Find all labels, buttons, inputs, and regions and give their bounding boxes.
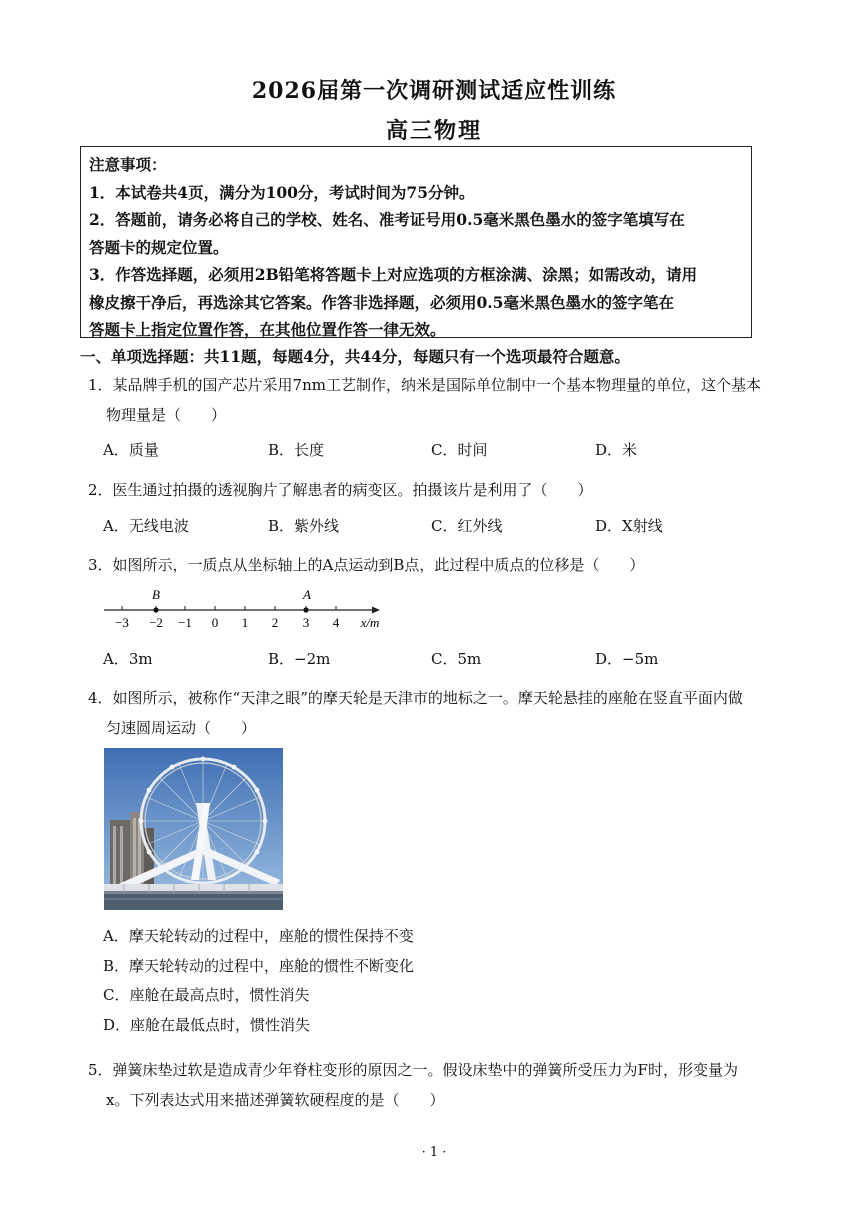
question-2: [88, 475, 798, 505]
option-a: A．摩天轮转动的过程中，座舱的惯性保持不变: [103, 927, 414, 945]
question-text: x。下列表达式用来描述弹簧软硬程度的是（ ）: [106, 1091, 445, 1109]
tick-label: −2: [149, 615, 163, 630]
option-b: B．摩天轮转动的过程中，座舱的惯性不断变化: [103, 956, 415, 975]
question-text: 2．医生通过拍摄的透视胸片了解患者的病变区。拍摄该片是利用了（ ）: [88, 481, 593, 499]
notice-line: 答题卡上指定位置作答，在其他位置作答一律无效。: [89, 320, 446, 339]
ferris-wheel-photo: [104, 748, 283, 910]
section-title: 一、单项选择题：共11题，每题4分，共44分，每题只有一个选项最符合题意。: [80, 347, 630, 366]
option-b: B．紫外线: [268, 517, 340, 535]
tick-label: 4: [332, 615, 340, 630]
question-text: 物理量是（ ）: [106, 406, 227, 424]
question-text: 4．如图所示，被称作“天津之眼”的摩天轮是天津市的地标之一。摩天轮悬挂的座舱在竖直平面内做: [88, 689, 743, 707]
question-5: [88, 1055, 798, 1115]
question-4: [88, 683, 798, 743]
notice-line: 答题卡的规定位置。: [89, 237, 229, 257]
question-text: 1．某品牌手机的国产芯片采用7nm工艺制作，纳米是国际单位制中一个基本物理量的单位，这个基本: [88, 376, 761, 394]
point-b-dot: [153, 607, 158, 612]
notice-line: 3．作答选择题，必须用2B铅笔将答题卡上对应选项的方框涂满、涂黑；如需改动，请用: [89, 265, 698, 284]
notice-heading: 注意事项：: [89, 155, 167, 174]
point-a-dot: [303, 607, 308, 612]
tick-label: −3: [115, 615, 129, 630]
option-c: C．时间: [431, 441, 488, 459]
option-a: A．无线电波: [103, 517, 189, 535]
question-text: 5．弹簧床垫过软是造成青少年脊柱变形的原因之一。假设床垫中的弹簧所受压力为F时，形变量为: [88, 1061, 738, 1079]
option-d: D．座舱在最低点时，惯性消失: [103, 1015, 311, 1034]
point-a-label: A: [303, 587, 311, 602]
question-text: 匀速圆周运动（ ）: [106, 719, 257, 737]
option-c: C．座舱在最高点时，惯性消失: [103, 986, 310, 1004]
option-a: A．3m: [103, 650, 153, 668]
option-c: C．5m: [431, 650, 482, 668]
option-d: D．米: [595, 441, 638, 459]
exam-subject: 高三物理: [385, 118, 482, 144]
axis-arrow-icon: [372, 607, 380, 614]
notice-line: 橡皮擦干净后，再选涂其它答案。作答非选择题，必须用0.5毫米黑色墨水的签字笔在: [89, 292, 674, 312]
tick-label: 2: [271, 615, 279, 630]
question-3: [88, 550, 798, 580]
number-line-figure: [100, 585, 390, 635]
option-c: C．红外线: [431, 517, 503, 535]
exam-title: 2026届第一次调研测试适应性训练: [251, 78, 617, 104]
tick-label: 1: [241, 615, 249, 630]
option-d: D．−5m: [595, 650, 659, 668]
question-4-options: [103, 922, 414, 1040]
option-b: B．−2m: [268, 650, 331, 668]
notice-line: 1．本试卷共4页，满分为100分，考试时间为75分钟。: [89, 182, 475, 202]
point-b-label: B: [152, 587, 160, 602]
notice-line: 2．答题前，请务必将自己的学校、姓名、准考证号用0.5毫米黑色墨水的签字笔填写在: [89, 210, 685, 229]
axis-unit-label: x/m: [360, 615, 380, 630]
question-1: [88, 370, 798, 430]
page-number: · 1 ·: [421, 1145, 447, 1160]
option-a: A．质量: [103, 441, 159, 459]
option-d: D．X射线: [595, 517, 663, 535]
option-b: B．长度: [268, 441, 325, 459]
question-text: 3．如图所示，一质点从坐标轴上的A点运动到B点，此过程中质点的位移是（ ）: [88, 556, 645, 574]
tick-label: 0: [211, 615, 219, 630]
tick-label: −1: [178, 615, 192, 630]
notice-box: [80, 146, 752, 338]
tick-label: 3: [302, 615, 310, 630]
